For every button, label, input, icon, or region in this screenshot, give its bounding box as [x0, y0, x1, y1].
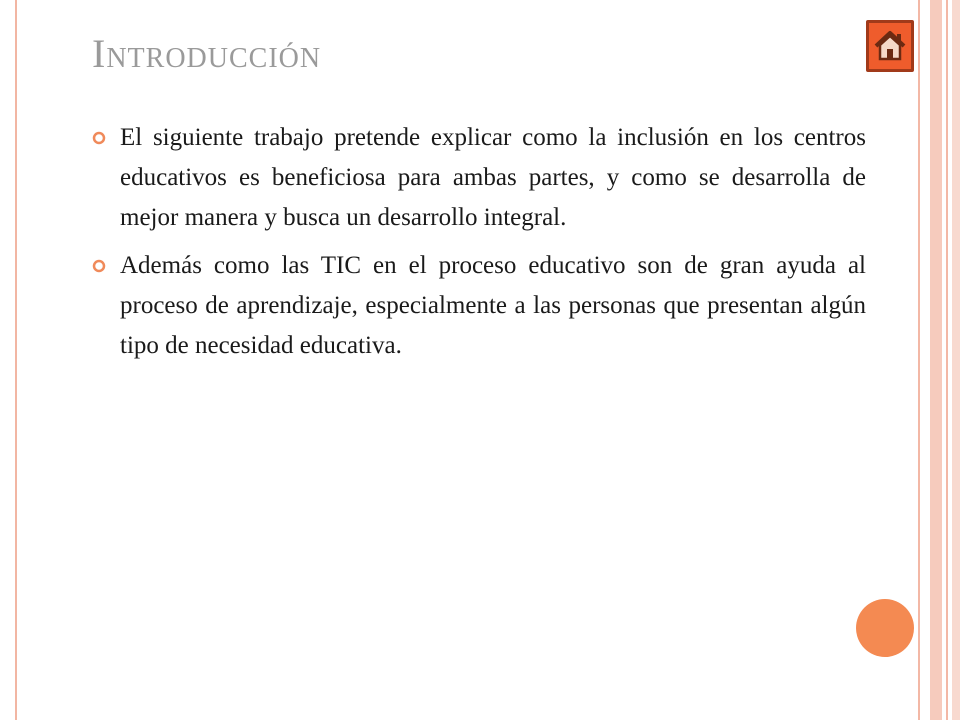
right-decorative-stripes	[918, 0, 960, 720]
list-item	[92, 246, 866, 366]
left-border-line	[15, 0, 17, 720]
decorative-orange-circle	[856, 599, 914, 657]
bullet-text: El siguiente trabajo pretende explicar como la inclusión en los centros educativos es beneficiosa para ambas partes, y como se desarrolla de mejor manera y busca un desarrollo integral.	[120, 124, 866, 231]
circle-bullet-icon	[92, 259, 106, 273]
stripe	[930, 0, 942, 720]
stripe	[918, 0, 920, 720]
list-item	[92, 118, 866, 238]
bullet-text: Además como las TIC en el proceso educativo son de gran ayuda al proceso de aprendizaje, especialmente a las personas que presentan algún tipo de necesidad educativa.	[120, 252, 866, 359]
home-icon	[873, 29, 907, 63]
stripe	[946, 0, 948, 720]
home-button[interactable]	[866, 20, 914, 72]
stripe	[952, 0, 960, 720]
bullet-list	[92, 118, 866, 374]
slide-title: Introducción	[92, 31, 322, 76]
circle-bullet-icon	[92, 131, 106, 145]
